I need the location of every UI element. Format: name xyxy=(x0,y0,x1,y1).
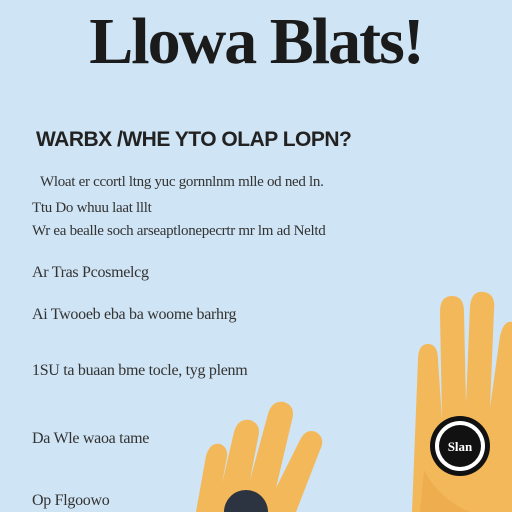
section-heading: WARBX /WHE YTO OLAP LOPN? xyxy=(36,128,352,151)
list-item: Ai Twooeb eba ba woome barhrg xyxy=(32,306,237,323)
circle-badge-icon xyxy=(430,416,490,476)
list-item: Da Wle waoa tame xyxy=(32,430,150,447)
paragraph-line: Ttu Do whuu laat lllt xyxy=(32,200,152,216)
poster-title: Llowa Blats! xyxy=(89,5,423,78)
list-item: 1SU ta buaan bme tocle, tyg plenm xyxy=(32,362,248,379)
paragraph-line: Wloat er ccortl ltng yuc gornnlnm mlle od ned ln. xyxy=(40,174,324,190)
raised-hand-icon xyxy=(412,292,512,512)
badge-label: Slan xyxy=(447,439,473,454)
list-item: Ar Tras Pcosmelcg xyxy=(32,264,149,281)
list-item: Op Flgoowo xyxy=(32,492,110,509)
paragraph-line: Wr ea bealle soch arseaptlonepecrtr mr lm ad Neltd xyxy=(32,223,326,239)
